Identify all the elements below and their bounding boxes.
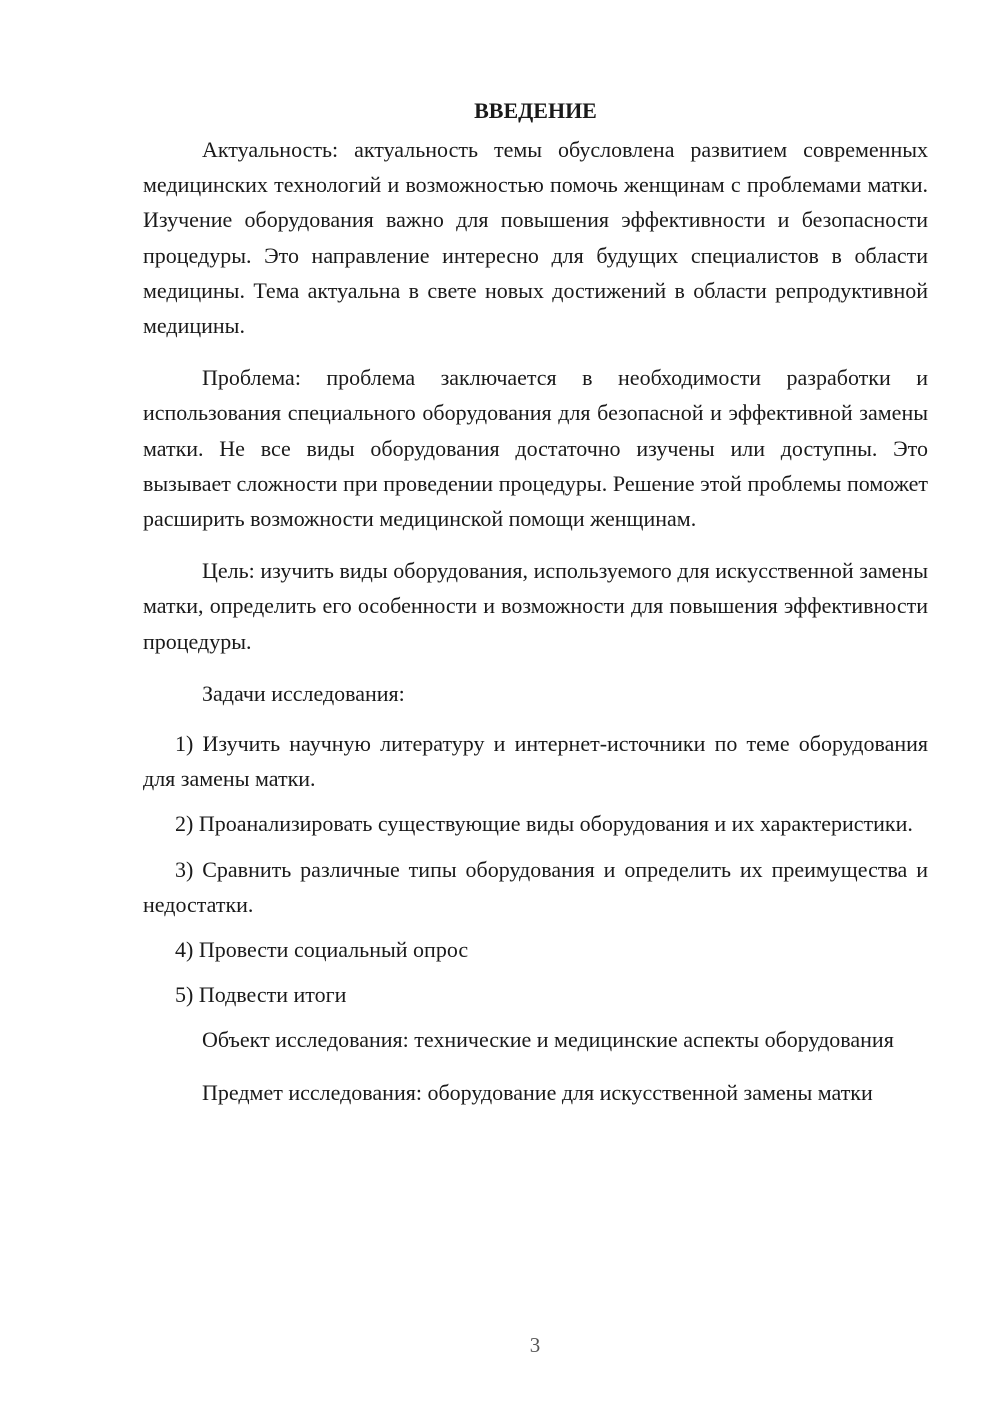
relevance-paragraph: Актуальность: актуальность темы обусловлена развитием современных медицинских технологий и возможностью помочь женщинам с проблемами матки. Изучение оборудования важно для повышения эффективности и безопасности процедуры. Это направление интересно для будущих специалистов в области медицины. Тема актуальна в свете новых достижений в области репродуктивной медицины. [143,137,928,339]
task-item-2: 2) Проанализировать существующие виды оборудования и их характеристики. [175,811,913,837]
object-paragraph: Объект исследования: технические и медицинские аспекты оборудования [202,1027,894,1053]
page-title: ВВЕДЕНИЕ [474,98,597,123]
task-item-4: 4) Провести социальный опрос [175,937,469,963]
page-number: 3 [529,1333,541,1357]
subject-paragraph: Предмет исследования: оборудование для искусственной замены матки [202,1079,873,1105]
problem-paragraph: Проблема: проблема заключается в необходимости разработки и использования специального оборудования для безопасной и эффективной замены матки. Не все виды оборудования достаточно изучены или доступны. Это вызывает сложности при проведении процедуры. Решение этой проблемы поможет расширить возможности медицинской помощи женщинам. [143,365,928,532]
task-item-1: 1) Изучить научную литературу и интернет-источники по теме оборудования для замены матки. [143,731,928,792]
task-item-5: 5) Подвести итоги [175,982,347,1008]
document-body [143,96,928,1127]
tasks-heading: Задачи исследования: [202,680,405,706]
task-item-3: 3) Сравнить различные типы оборудования и определить их преимущества и недостатки. [143,856,928,917]
goal-paragraph: Цель: изучить виды оборудования, используемого для искусственной замены матки, определить его особенности и возможности для повышения эффективности процедуры. [143,558,928,654]
